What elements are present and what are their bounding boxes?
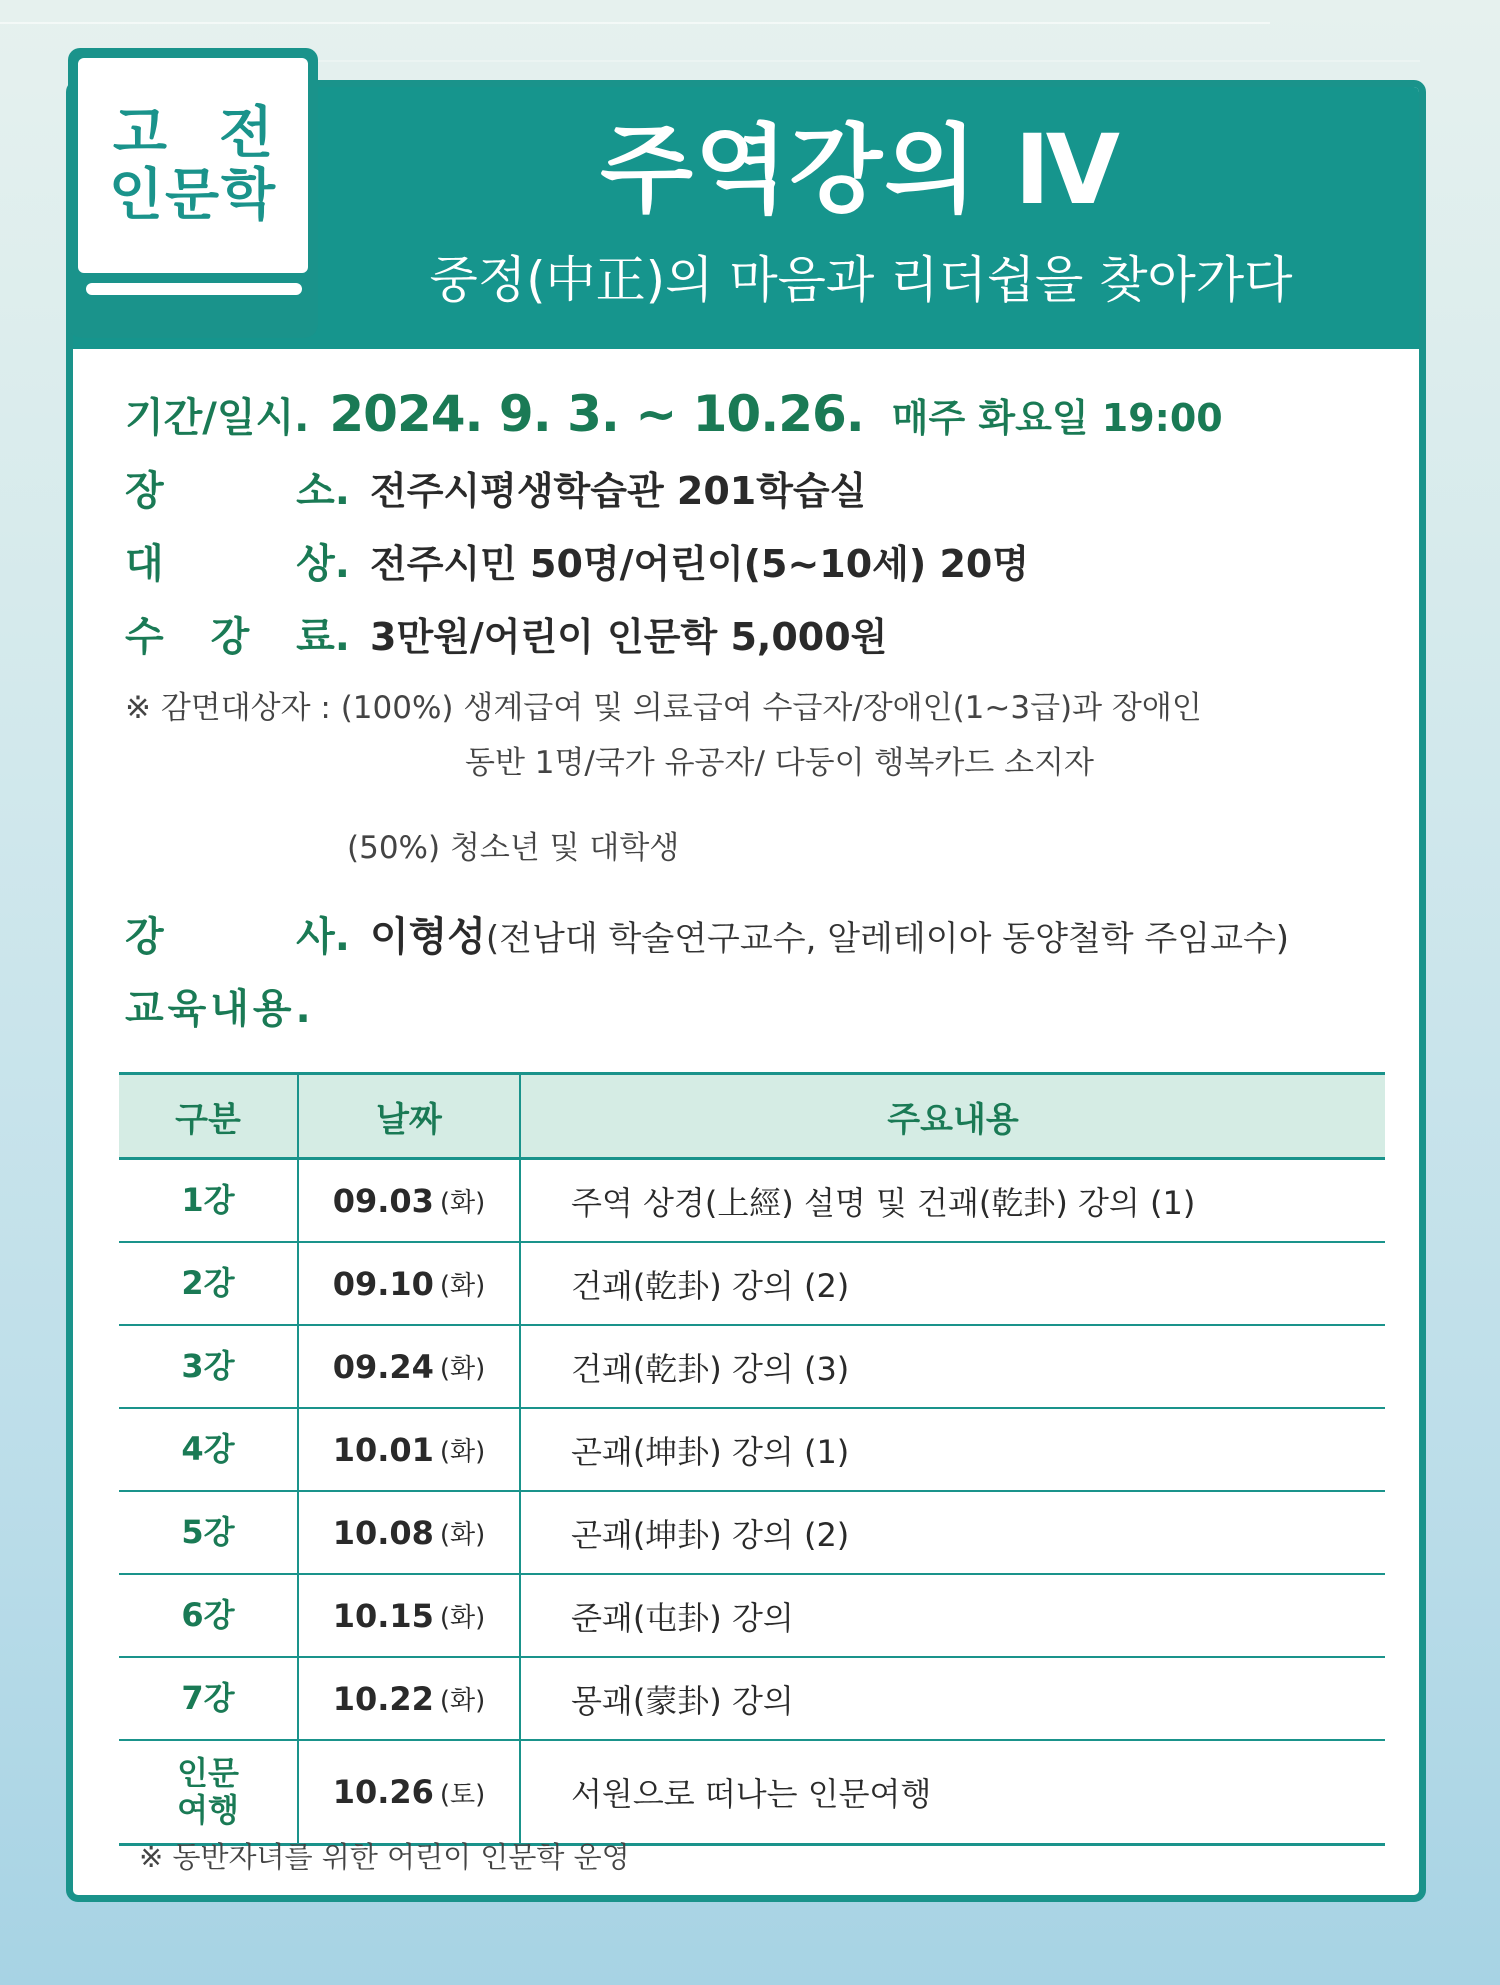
fee-row xyxy=(125,605,887,662)
footnote: ※ 동반자녀를 위한 어린이 인문학 운영 xyxy=(139,1840,630,1874)
session-day: (화) xyxy=(439,1603,486,1633)
session-date: 10.01 xyxy=(332,1430,434,1469)
session-content: 곤괘(坤卦) 강의 (2) xyxy=(571,1515,850,1554)
subtitle: 중정(中正)의 마음과 리더쉽을 찾아가다 xyxy=(429,251,1293,309)
session-content: 준괘(屯卦) 강의 xyxy=(571,1598,794,1637)
session-day: (토) xyxy=(439,1779,486,1810)
lecturer-row xyxy=(125,905,1289,962)
session-day: (화) xyxy=(439,1354,486,1384)
table-row xyxy=(119,1160,1385,1243)
session-day: (화) xyxy=(439,1271,486,1301)
session-date: 10.08 xyxy=(332,1513,434,1552)
session-no: 인문 여행 xyxy=(119,1741,299,1843)
session-date: 10.22 xyxy=(332,1679,434,1718)
session-day: (화) xyxy=(439,1686,486,1716)
session-date: 09.03 xyxy=(332,1181,434,1220)
target-label: 대 상. xyxy=(125,541,350,587)
target-row xyxy=(125,532,1029,589)
schedule-table xyxy=(119,1072,1385,1846)
session-date-cell xyxy=(299,1160,521,1241)
book-pages-icon xyxy=(86,283,302,295)
session-content: 곤괘(坤卦) 강의 (1) xyxy=(571,1432,850,1471)
content-label: 교육내용. xyxy=(125,986,315,1032)
table-body xyxy=(119,1160,1385,1846)
session-date-cell xyxy=(299,1409,521,1490)
session-date: 09.24 xyxy=(332,1347,434,1386)
session-day: (화) xyxy=(439,1520,486,1550)
header-no: 구분 xyxy=(119,1075,299,1157)
book-badge xyxy=(68,48,326,338)
badge-line-1: 고전 xyxy=(112,100,326,166)
session-content: 건괘(乾卦) 강의 (3) xyxy=(571,1349,850,1388)
session-content: 건괘(乾卦) 강의 (2) xyxy=(571,1266,850,1305)
session-date: 10.15 xyxy=(332,1596,434,1635)
session-no: 6강 xyxy=(119,1575,299,1656)
book-cover xyxy=(78,58,326,273)
session-no: 3강 xyxy=(119,1326,299,1407)
table-row xyxy=(119,1409,1385,1492)
badge-line-2: 인문학 xyxy=(108,163,278,229)
lecturer-name: 이형성 xyxy=(370,914,486,960)
session-no: 1강 xyxy=(119,1160,299,1241)
table-row xyxy=(119,1741,1385,1846)
session-content: 서원으로 떠나는 인문여행 xyxy=(571,1775,932,1813)
session-content: 주역 상경(上經) 설명 및 건괘(乾卦) 강의 (1) xyxy=(571,1183,1196,1222)
period-weekly: 매주 화요일 19:00 xyxy=(891,396,1223,440)
content-row xyxy=(125,977,315,1034)
period-row xyxy=(125,385,1223,443)
session-date-cell xyxy=(299,1326,521,1407)
poster-card xyxy=(66,80,1426,1902)
session-date: 09.10 xyxy=(332,1264,434,1303)
session-no: 5강 xyxy=(119,1492,299,1573)
session-date-cell xyxy=(299,1658,521,1739)
discount-line-1: ※ 감면대상자 : (100%) 생계급여 및 의료급여 수급자/장애인(1~3급)과 장애인 xyxy=(125,690,1202,726)
place-label: 장 소. xyxy=(125,468,350,514)
session-date-cell xyxy=(299,1575,521,1656)
header-content: 주요내용 xyxy=(887,1099,1019,1140)
lecturer-detail: (전남대 학술연구교수, 알레테이아 동양철학 주임교수) xyxy=(485,919,1290,959)
session-date-cell xyxy=(299,1492,521,1573)
period-label: 기간/일시. xyxy=(125,395,310,441)
period-date: 2024. 9. 3. ~ 10.26. xyxy=(329,385,864,443)
fee-value: 3만원/어린이 인문학 5,000원 xyxy=(370,615,888,659)
place-value: 전주시평생학습관 201학습실 xyxy=(370,469,867,513)
session-content: 몽괘(蒙卦) 강의 xyxy=(571,1681,794,1720)
main-title: 주역강의 Ⅳ xyxy=(600,114,1122,226)
table-row xyxy=(119,1575,1385,1658)
session-no: 7강 xyxy=(119,1658,299,1739)
discount-line-3: (50%) 청소년 및 대학생 xyxy=(347,830,680,866)
session-no: 2강 xyxy=(119,1243,299,1324)
session-day: (화) xyxy=(439,1188,486,1218)
session-no: 4강 xyxy=(119,1409,299,1490)
place-row xyxy=(125,459,866,516)
table-row xyxy=(119,1658,1385,1741)
session-date-cell xyxy=(299,1741,521,1843)
bg-texture xyxy=(0,22,1270,24)
lecturer-label: 강 사. xyxy=(125,914,350,960)
discount-line-2: 동반 1명/국가 유공자/ 다둥이 행복카드 소지자 xyxy=(465,745,1094,781)
table-row xyxy=(119,1492,1385,1575)
session-day: (화) xyxy=(439,1437,486,1467)
session-date: 10.26 xyxy=(332,1773,434,1811)
target-value: 전주시민 50명/어린이(5~10세) 20명 xyxy=(370,542,1030,586)
table-row xyxy=(119,1243,1385,1326)
table-row xyxy=(119,1326,1385,1409)
session-date-cell xyxy=(299,1243,521,1324)
header-date: 날짜 xyxy=(299,1075,521,1157)
fee-label: 수 강 료. xyxy=(125,614,350,660)
table-header xyxy=(119,1075,1385,1160)
